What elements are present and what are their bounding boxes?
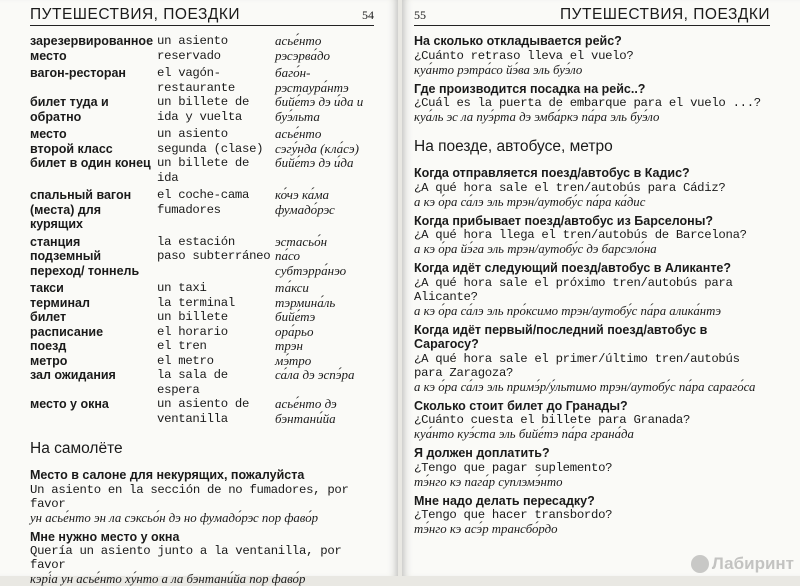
flight-delay-phrases	[414, 34, 770, 124]
vocab-spanish: un billete de ida	[157, 156, 275, 188]
phrase-russian: Когда идёт первый/последний поезд/автобус в Сарагосу?	[414, 323, 770, 352]
vocab-russian: спальный вагон	[30, 188, 157, 203]
vocab-russian: поезд	[30, 339, 157, 354]
vocab-row	[30, 188, 374, 203]
vocab-spanish: un asiento de ventanilla	[157, 397, 275, 426]
vocab-russian: второй класс	[30, 142, 157, 157]
vocab-transcription: тэрмина́ль	[275, 296, 374, 311]
phrase-russian: Сколько стоит билет до Гранады?	[414, 399, 770, 414]
vocab-row	[30, 310, 374, 325]
vocab-russian: место	[30, 127, 157, 142]
phrase-spanish: ¿Tengo que pagar suplemento?	[414, 461, 770, 475]
vocab-russian: метро	[30, 354, 157, 369]
phrase-russian: Мне надо делать пересадку?	[414, 494, 770, 509]
phrase-transcription: а кэ о́ра са́лэ эль трэн/аутобу́с па́ра ка́дис	[414, 195, 770, 209]
phrase-block	[414, 214, 770, 257]
phrase-block	[414, 34, 770, 77]
left-header-title: ПУТЕШЕСТВИЯ, ПОЕЗДКИ	[30, 6, 240, 24]
vocab-spanish: el coche-cama	[157, 188, 275, 203]
vocab-row	[30, 127, 374, 142]
vocab-spanish: un taxi	[157, 281, 275, 296]
vocab-spanish: la terminal	[157, 296, 275, 311]
vocab-row	[30, 203, 374, 235]
vocab-spanish: un asiento reservado	[157, 34, 275, 66]
vocab-spanish: segunda (clase)	[157, 142, 275, 157]
vocab-row	[30, 325, 374, 340]
vocab-spanish: fumadores	[157, 203, 275, 235]
vocab-row	[30, 156, 374, 188]
vocab-russian: место у окна	[30, 397, 157, 426]
right-page-number: 55	[414, 8, 426, 23]
left-page-number: 54	[362, 8, 374, 23]
vocab-russian: билет в один конец	[30, 156, 157, 188]
left-running-head	[30, 6, 374, 26]
phrase-spanish: ¿Tengo que hacer transbordo?	[414, 508, 770, 522]
vocabulary-table	[30, 34, 374, 426]
phrase-russian: На сколько откладывается рейс?	[414, 34, 770, 49]
vocab-russian: расписание	[30, 325, 157, 340]
vocab-spanish: un asiento	[157, 127, 275, 142]
vocab-russian: терминал	[30, 296, 157, 311]
phrase-block	[414, 446, 770, 489]
train-bus-phrases	[414, 166, 770, 536]
vocab-russian: зарезервированное место	[30, 34, 157, 66]
vocab-transcription: бийе́тэ дэ и́да	[275, 156, 374, 188]
phrase-block	[414, 399, 770, 442]
phrase-russian: Когда прибывает поезд/автобус из Барселоны?	[414, 214, 770, 229]
vocab-row	[30, 354, 374, 369]
phrase-block	[414, 494, 770, 537]
phrase-transcription: а кэ о́ра са́лэ эль примэ́р/у́льтимо трэн/аутобу́с па́ра сараго́са	[414, 380, 770, 394]
vocab-transcription: асье́нто рэсэрва́до	[275, 34, 374, 66]
phrase-russian: Место в салоне для некурящих, пожалуйста	[30, 468, 374, 483]
vocab-russian: билет туда и обратно	[30, 95, 157, 127]
phrase-transcription: а кэ о́ра йэ́га эль трэн/аутобу́с дэ барсэло́на	[414, 242, 770, 256]
airplane-phrases	[30, 468, 374, 586]
vocab-spanish: el metro	[157, 354, 275, 369]
right-running-head	[414, 6, 770, 26]
vocab-row	[30, 249, 374, 281]
vocab-transcription: бийе́тэ дэ и́да и буэ́льта	[275, 95, 374, 127]
phrase-block	[30, 530, 374, 586]
watermark-text: Лабиринт	[712, 554, 794, 574]
vocab-spanish: un billete de ida y vuelta	[157, 95, 275, 127]
watermark	[691, 554, 794, 574]
vocab-row	[30, 397, 374, 426]
phrase-spanish: ¿A qué hora llega el tren/autobús de Barcelona?	[414, 228, 770, 242]
phrase-spanish: ¿A qué hora sale el tren/autobús para Cádiz?	[414, 181, 770, 195]
phrase-transcription: тэ́нго кэ асэ́р трансбо́рдо	[414, 522, 770, 536]
vocab-spanish: el vagón-restaurante	[157, 66, 275, 95]
vocab-spanish: el horario	[157, 325, 275, 340]
labirint-logo-icon	[691, 555, 709, 573]
phrase-russian: Где производится посадка на рейс..?	[414, 82, 770, 97]
vocab-transcription: та́кси	[275, 281, 374, 296]
phrase-block	[414, 166, 770, 209]
vocab-transcription: асье́нто дэ бэнтани́йа	[275, 397, 374, 426]
vocab-row	[30, 95, 374, 127]
phrase-spanish: ¿Cuánto retraso lleva el vuelo?	[414, 49, 770, 63]
phrase-spanish: Quería un asiento junto a la ventanilla, por favor	[30, 544, 374, 572]
vocab-row	[30, 296, 374, 311]
phrase-russian: Я должен доплатить?	[414, 446, 770, 461]
vocab-spanish: paso subterráneo	[157, 249, 275, 281]
vocab-transcription: фумадо́рэс	[275, 203, 374, 235]
vocab-row	[30, 142, 374, 157]
phrase-spanish: Un asiento en la sección de no fumadores, por favor	[30, 483, 374, 511]
vocab-transcription: па́со субтэрра́нэо	[275, 249, 374, 281]
phrase-spanish: ¿A qué hora sale el primer/último tren/autobús para Zaragoza?	[414, 352, 770, 380]
phrase-transcription: а кэ о́ра са́лэ эль про́ксимо трэн/аутобу́с па́ра алика́нтэ	[414, 304, 770, 318]
vocab-transcription: сэгу́нда (кла́сэ)	[275, 142, 374, 157]
phrase-russian: Когда идёт следующий поезд/автобус в Аликанте?	[414, 261, 770, 276]
phrase-transcription: куа́нто куэ́ста эль бийе́тэ па́ра грана́да	[414, 427, 770, 441]
vocab-transcription: эстасьо́н	[275, 235, 374, 250]
vocab-russian: вагон-ресторан	[30, 66, 157, 95]
vocab-russian: билет	[30, 310, 157, 325]
phrase-block	[414, 261, 770, 318]
phrase-transcription: куа́нто рэтра́со йэ́ва эль буэ́ло	[414, 63, 770, 77]
left-page	[0, 0, 398, 576]
vocab-spanish: la sala de espera	[157, 368, 275, 397]
phrase-russian: Когда отправляется поезд/автобус в Кадис?	[414, 166, 770, 181]
vocab-row	[30, 235, 374, 250]
section-title-train-bus: На поезде, автобусе, метро	[414, 138, 770, 156]
phrase-block	[414, 82, 770, 125]
phrase-transcription: тэ́нго кэ пага́р суплэмэ́нто	[414, 475, 770, 489]
vocab-transcription: асье́нто	[275, 127, 374, 142]
vocab-russian: такси	[30, 281, 157, 296]
vocab-russian: подземный переход/ тоннель	[30, 249, 157, 281]
vocab-russian: станция	[30, 235, 157, 250]
vocab-row	[30, 34, 374, 66]
phrase-spanish: ¿A qué hora sale el próximo tren/autobús para Alicante?	[414, 276, 770, 304]
vocab-russian: зал ожидания	[30, 368, 157, 397]
vocab-transcription: мэ́тро	[275, 354, 374, 369]
phrase-spanish: ¿Cuál es la puerta de embarque para el vuelo ...?	[414, 96, 770, 110]
phrase-transcription: ун асье́нто эн ла сэксьо́н дэ но фумадо́рэс пор фаво́р	[30, 511, 374, 525]
right-page	[402, 0, 800, 576]
vocab-transcription: бийе́тэ	[275, 310, 374, 325]
vocab-spanish: la estación	[157, 235, 275, 250]
right-header-title: ПУТЕШЕСТВИЯ, ПОЕЗДКИ	[560, 6, 770, 24]
phrase-block	[30, 468, 374, 525]
vocab-transcription: ора́рьо	[275, 325, 374, 340]
vocab-spanish: el tren	[157, 339, 275, 354]
vocab-row	[30, 66, 374, 95]
phrase-transcription: куа́ль эс ла пуэ́рта дэ эмба́ркэ па́ра эль буэ́ло	[414, 110, 770, 124]
phrase-russian: Мне нужно место у окна	[30, 530, 374, 545]
vocab-row	[30, 339, 374, 354]
vocab-transcription: баго́н-рэстаура́нтэ	[275, 66, 374, 95]
vocab-russian: (места) для курящих	[30, 203, 157, 235]
vocab-transcription: трэн	[275, 339, 374, 354]
vocab-spanish: un billete	[157, 310, 275, 325]
vocab-row	[30, 281, 374, 296]
phrase-spanish: ¿Cuánto cuesta el billete para Granada?	[414, 413, 770, 427]
phrase-block	[414, 323, 770, 394]
vocab-row	[30, 368, 374, 397]
vocab-transcription: ко́чэ ка́ма	[275, 188, 374, 203]
vocab-transcription: са́ла дэ эспэ́ра	[275, 368, 374, 397]
phrase-transcription: кэрі́а ун асье́нто ху́нто а ла бэнтани́йа пор фаво́р	[30, 572, 374, 586]
section-title-airplane: На самолёте	[30, 440, 374, 458]
